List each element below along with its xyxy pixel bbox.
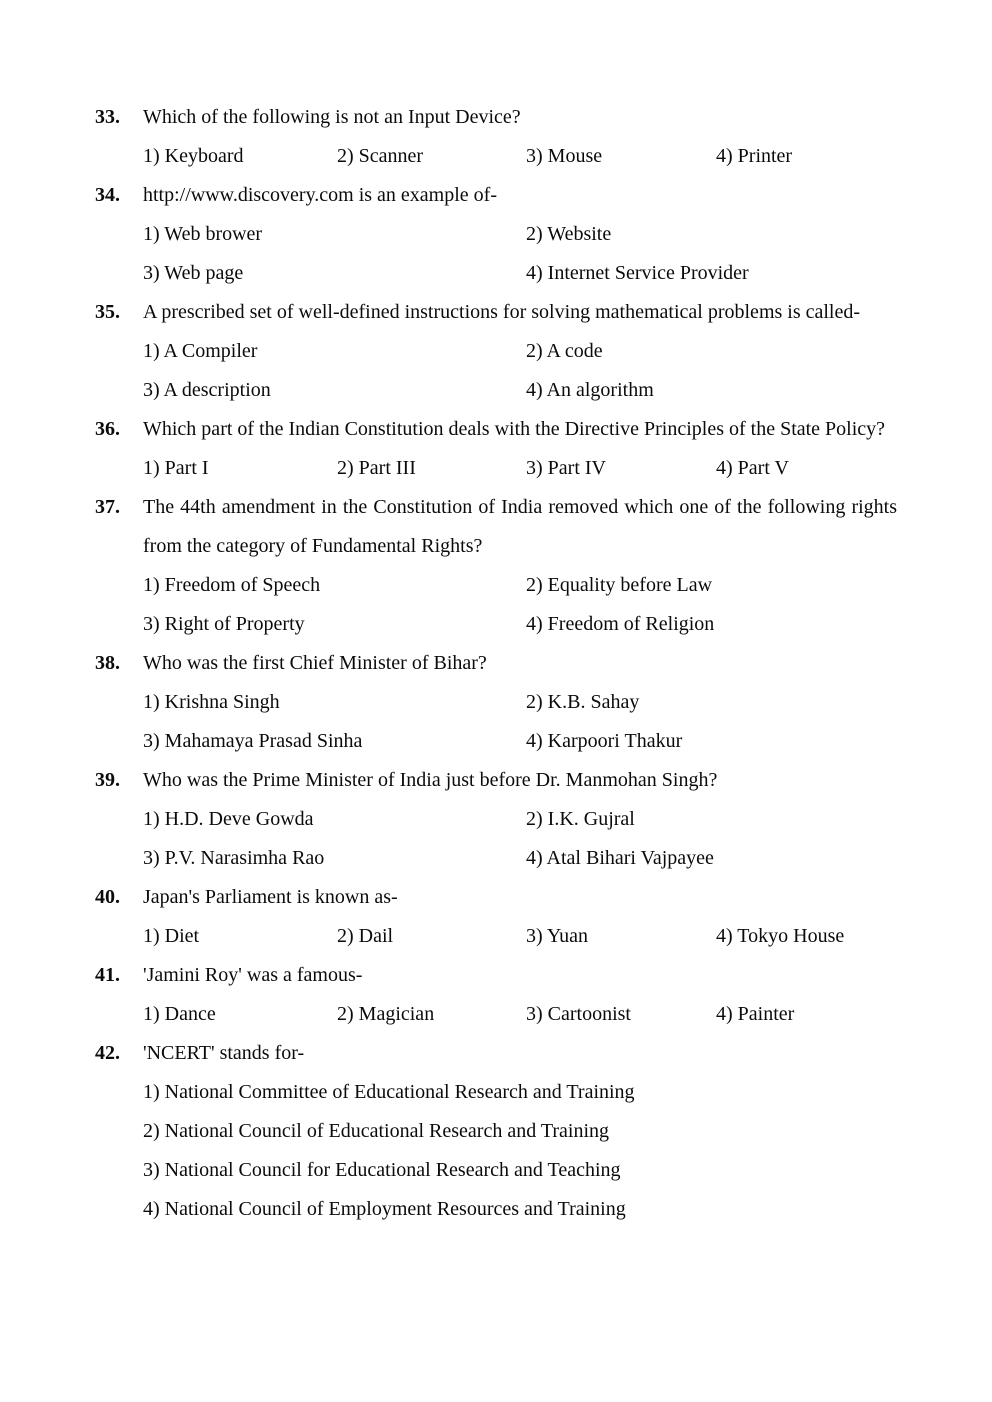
question-35 bbox=[95, 293, 897, 410]
question-37 bbox=[95, 488, 897, 644]
question-number: 38. bbox=[95, 652, 120, 674]
options-row bbox=[143, 605, 897, 644]
option: 3) Cartoonist bbox=[526, 1003, 631, 1025]
option: 2) I.K. Gujral bbox=[526, 808, 635, 830]
options-row bbox=[143, 449, 897, 488]
options-row bbox=[143, 254, 897, 293]
option: 3) Part IV bbox=[526, 457, 606, 479]
question-text: Who was the first Chief Minister of Bihar? bbox=[143, 652, 487, 674]
question-36 bbox=[95, 410, 897, 488]
question-text: Which part of the Indian Constitution deals with the Directive Principles of the State Policy? bbox=[143, 418, 886, 440]
option: 4) Part V bbox=[716, 457, 789, 479]
options-row bbox=[143, 566, 897, 605]
option: 4) Atal Bihari Vajpayee bbox=[526, 847, 714, 869]
option: 4) An algorithm bbox=[526, 379, 654, 401]
options-row bbox=[143, 800, 897, 839]
question-text: Who was the Prime Minister of India just before Dr. Manmohan Singh? bbox=[143, 769, 718, 791]
options-row bbox=[143, 215, 897, 254]
option: 1) National Committee of Educational Research and Training bbox=[143, 1081, 635, 1103]
options-row bbox=[143, 722, 897, 761]
question-42 bbox=[95, 1034, 897, 1229]
option: 1) Keyboard bbox=[143, 145, 244, 167]
question-text: 'NCERT' stands for- bbox=[143, 1042, 305, 1064]
option: 2) Dail bbox=[337, 925, 394, 947]
option: 1) Dance bbox=[143, 1003, 216, 1025]
question-34 bbox=[95, 176, 897, 293]
question-text: Which of the following is not an Input Device? bbox=[143, 106, 521, 128]
question-33 bbox=[95, 98, 897, 176]
question-number: 42. bbox=[95, 1042, 120, 1064]
options-row bbox=[143, 137, 897, 176]
question-text: 'Jamini Roy' was a famous- bbox=[143, 964, 363, 986]
option: 3) Mahamaya Prasad Sinha bbox=[143, 730, 363, 752]
question-number: 33. bbox=[95, 106, 120, 128]
question-39 bbox=[95, 761, 897, 878]
question-number: 37. bbox=[95, 496, 120, 518]
option: 3) Web page bbox=[143, 262, 244, 284]
option: 3) P.V. Narasimha Rao bbox=[143, 847, 325, 869]
option: 4) Printer bbox=[716, 145, 793, 167]
option: 2) National Council of Educational Research and Training bbox=[143, 1120, 610, 1142]
options-list bbox=[143, 1073, 897, 1229]
option: 3) Right of Property bbox=[143, 613, 305, 635]
option: 3) A description bbox=[143, 379, 271, 401]
option: 1) A Compiler bbox=[143, 340, 258, 362]
option: 4) Tokyo House bbox=[716, 925, 845, 947]
option: 2) Part III bbox=[337, 457, 416, 479]
option: 4) Karpoori Thakur bbox=[526, 730, 683, 752]
question-text: The 44th amendment in the Constitution of India removed which one of the following rights from the category of Fundamental Rights? bbox=[143, 496, 897, 557]
option: 2) A code bbox=[526, 340, 603, 362]
question-number: 36. bbox=[95, 418, 120, 440]
question-number: 40. bbox=[95, 886, 120, 908]
option: 1) Diet bbox=[143, 925, 200, 947]
option: 2) Magician bbox=[337, 1003, 435, 1025]
question-text: A prescribed set of well-defined instructions for solving mathematical problems is called- bbox=[143, 301, 861, 323]
question-38 bbox=[95, 644, 897, 761]
question-text: http://www.discovery.com is an example of- bbox=[143, 184, 497, 206]
question-number: 34. bbox=[95, 184, 120, 206]
question-number: 41. bbox=[95, 964, 120, 986]
options-row bbox=[143, 995, 897, 1034]
question-40 bbox=[95, 878, 897, 956]
option: 2) Website bbox=[526, 223, 612, 245]
question-41 bbox=[95, 956, 897, 1034]
option: 1) Freedom of Speech bbox=[143, 574, 321, 596]
options-row bbox=[143, 917, 897, 956]
option: 2) Equality before Law bbox=[526, 574, 713, 596]
option: 2) Scanner bbox=[337, 145, 424, 167]
options-row bbox=[143, 839, 897, 878]
option: 4) Painter bbox=[716, 1003, 795, 1025]
option: 1) Web brower bbox=[143, 223, 263, 245]
option: 3) National Council for Educational Research and Teaching bbox=[143, 1159, 621, 1181]
options-row bbox=[143, 332, 897, 371]
option: 1) H.D. Deve Gowda bbox=[143, 808, 314, 830]
options-row bbox=[143, 683, 897, 722]
option: 4) Internet Service Provider bbox=[526, 262, 749, 284]
option: 4) National Council of Employment Resources and Training bbox=[143, 1198, 626, 1220]
question-number: 39. bbox=[95, 769, 120, 791]
options-row bbox=[143, 371, 897, 410]
question-number: 35. bbox=[95, 301, 120, 323]
option: 3) Yuan bbox=[526, 925, 589, 947]
option: 4) Freedom of Religion bbox=[526, 613, 715, 635]
option: 1) Krishna Singh bbox=[143, 691, 280, 713]
option: 2) K.B. Sahay bbox=[526, 691, 640, 713]
option: 1) Part I bbox=[143, 457, 209, 479]
question-text: Japan's Parliament is known as- bbox=[143, 886, 398, 908]
option: 3) Mouse bbox=[526, 145, 603, 167]
